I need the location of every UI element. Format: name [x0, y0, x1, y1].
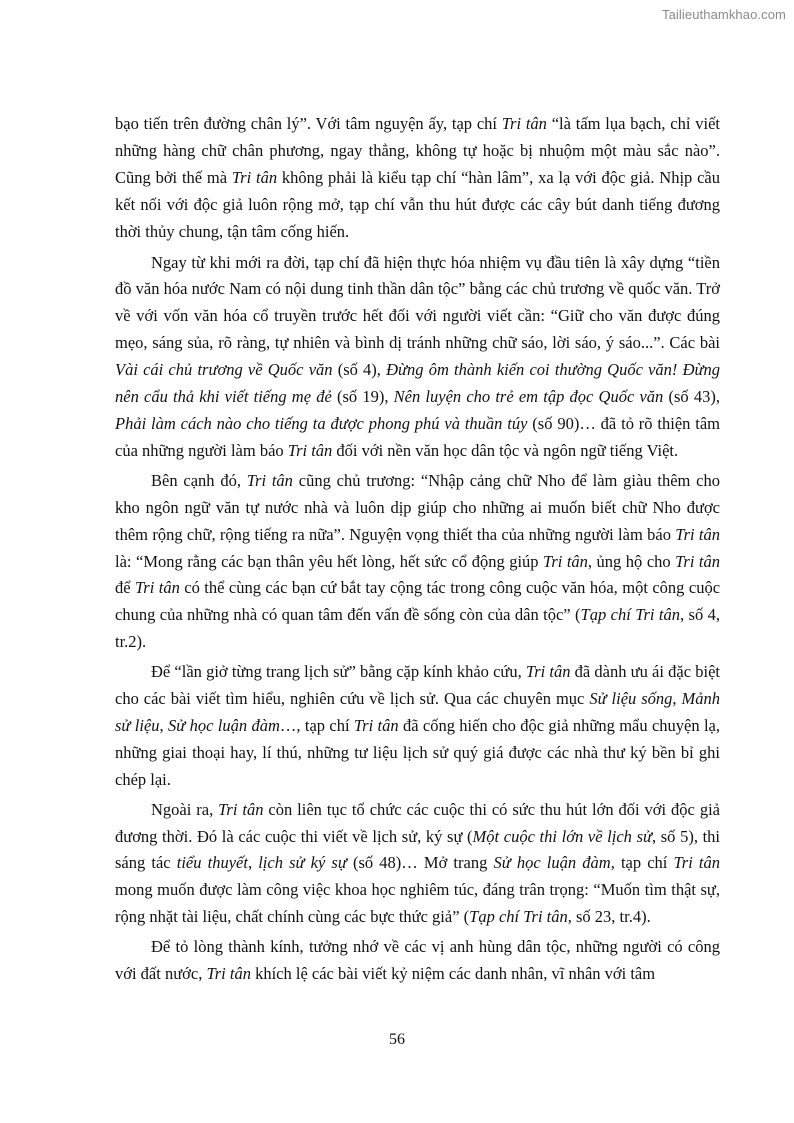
text-run: , [159, 715, 168, 735]
page-number: 56 [389, 1031, 405, 1048]
text-run: Để “lần giở từng trang lịch sử” bằng cặp kính khảo cứu, [151, 662, 526, 682]
italic-run: Sử học luận đàm [493, 853, 611, 873]
text-run: (số 90)… đã tỏ rõ thiện tâm của những người làm báo [115, 413, 721, 460]
watermark-text: Tailieuthamkhao.com [661, 7, 786, 22]
italic-run: Tri tân [206, 964, 251, 984]
paragraph [115, 250, 720, 465]
text-run: , [247, 853, 259, 873]
text-run: (số 4), [332, 360, 387, 380]
text-run: (số 19), [331, 387, 394, 407]
italic-run: Tri tân [675, 551, 721, 571]
text-run: “là tấm lụa bạch, chỉ viết những hàng chữ chân phương, ngay thẳng, không tự hoặc bị nhuộm một màu sắc nào”. Cũng bởi thế mà [115, 114, 720, 187]
italic-run: Tạp chí Tri tân [469, 907, 568, 927]
paragraph [115, 797, 720, 932]
text-run: là: “Mong rằng các bạn thân yêu hết lòng, hết sức cổ động giúp [115, 551, 544, 571]
text-run: …, tạp chí [279, 715, 354, 735]
text-run: (số 43), [663, 387, 720, 407]
italic-run: Tri tân [543, 551, 588, 571]
italic-run: Tri tân [135, 578, 180, 598]
text-run: , số 4, tr.2). [115, 605, 721, 652]
text-run: có thể cùng các bạn cứ bắt tay cộng tác trong công cuộc văn hóa, một công cuộc chung của những nhà có quan tâm đến vấn đề sống còn của dân tộc” ( [115, 578, 721, 625]
text-run: không phải là kiểu tạp chí “hàn lâm”, xa lạ với độc giả. Nhịp cầu kết nối với độc giả luôn rộng mở, tạp chí vẫn thu hút được các cây bút danh tiếng đương thời thủy chung, tận tâm cống hiến. [115, 167, 721, 241]
italic-run: Tạp chí Tri tân [580, 605, 680, 625]
text-run: Ngoài ra, [151, 799, 219, 819]
italic-run: Tri tân [675, 524, 720, 544]
italic-run: lịch sử ký sự [258, 853, 347, 873]
text-run: mong muốn được làm công việc khoa học nghiêm túc, đáng trân trọng: “Muốn tìm thật sự, rộng nhặt tài liệu, chất chính cùng các bực thức giả” ( [115, 880, 720, 927]
italic-run: Tri tân [353, 715, 399, 735]
italic-run: Nên luyện cho trẻ em tập đọc Quốc văn [393, 387, 664, 407]
italic-run: Tri tân [246, 470, 293, 490]
text-run: , tạp chí [610, 853, 674, 873]
italic-run: Đừng ôm thành kiến coi thường Quốc văn! Đừng nên cẩu thả khi viết tiếng mẹ đẻ [115, 360, 720, 407]
italic-run: Tri tân [525, 662, 571, 682]
italic-run: Tri tân [231, 167, 278, 187]
paragraph [115, 934, 720, 988]
text-run: , ủng hộ cho [587, 551, 676, 571]
text-run: còn liên tục tổ chức các cuộc thi có sức thu hút lớn đối với độc giả đương thời. Đó là các cuộc thi viết về lịch sử, ký sự ( [115, 799, 720, 846]
italic-run: Tri tân [673, 853, 721, 873]
italic-run: Mảnh sử liệu [115, 689, 720, 735]
text-run: đã cống hiến cho độc giả những mẩu chuyện lạ, những giai thoại hay, lí thú, những tư liệu lịch sử quý giá được các nhà thư ký bền bỉ ghi chép lại. [115, 715, 721, 789]
text-run: khích lệ các bài viết kỷ niệm các danh nhân, vĩ nhân với tâm [250, 964, 656, 984]
page-body [115, 111, 720, 991]
italic-run: Tri tân [218, 799, 264, 819]
text-run: để [115, 578, 136, 598]
italic-run: Một cuộc thi lớn về lịch sử [472, 826, 652, 846]
text-run: , [672, 689, 682, 709]
text-run: (số 48)… Mở trang [346, 853, 494, 873]
paragraph [115, 659, 720, 794]
paragraph [115, 468, 720, 656]
italic-run: Phải làm cách nào cho tiếng ta được phong phú và thuần túy [115, 413, 528, 433]
italic-run: Vài cái chủ trương về Quốc văn [115, 360, 333, 380]
paragraph [115, 111, 720, 246]
text-run: cũng chủ trương: “Nhập cảng chữ Nho để làm giàu thêm cho kho ngôn ngữ văn tự nước nhà và luôn dịp giúp cho những ai muốn biết chữ Nho được thêm rộng chữ, rộng tiếng ra nữa”. Nguyện vọng thiết tha của những người làm báo [115, 470, 720, 544]
italic-run: Sử liệu sống [589, 689, 673, 709]
text-run: , số 5), thi sáng tác [115, 826, 721, 873]
text-run: Bên cạnh đó, [151, 470, 247, 490]
text-run: đối với nền văn học dân tộc và ngôn ngữ tiếng Việt. [332, 440, 679, 460]
text-run: đã dành ưu ái đặc biệt cho các bài viết tìm hiểu, nghiên cứu về lịch sử. Qua các chuyên mục [115, 662, 720, 709]
text-run: Để tỏ lòng thành kính, tưởng nhớ về các vị anh hùng dân tộc, những người có công với đất nước, [115, 937, 720, 984]
italic-run: tiểu thuyết [176, 853, 248, 873]
italic-run: Tri tân [501, 114, 547, 133]
italic-run: Sử học luận đàm [168, 715, 280, 735]
text-run: bạo tiến trên đường chân lý”. Với tâm nguyện ấy, tạp chí [115, 114, 502, 133]
text-run: Ngay từ khi mới ra đời, tạp chí đã hiện thực hóa nhiệm vụ đầu tiên là xây dựng “tiền đồ văn hóa nước Nam có nội dung tinh thần dân tộc” bằng các chủ trương về quốc văn. Trở về với vốn văn hóa cổ truyền trước hết đối với người viết cần: “Giữ cho văn được đúng mẹo, sáng sủa, rõ ràng, tự nhiên và bình dị tránh những chữ sáo, lời sáo, ý sáo...”. Các bài [115, 252, 720, 353]
text-run: , số 23, tr.4). [567, 907, 651, 927]
italic-run: Tri tân [287, 440, 333, 460]
